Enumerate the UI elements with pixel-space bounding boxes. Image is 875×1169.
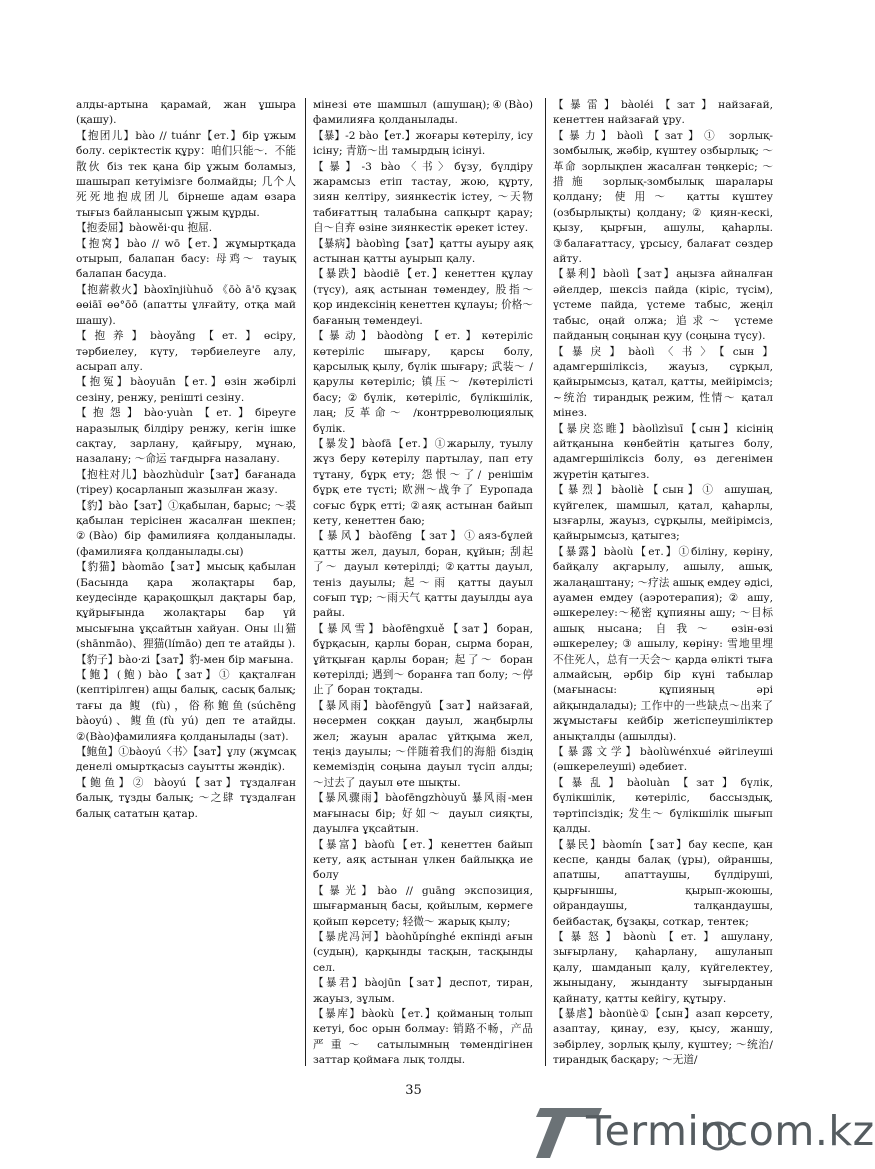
entry: 【暴动】bàodòng【ет.】көтеріліс көтеріліс шығару, қарсы болу, қарсылық қылу, бүлік шығару; 武装～ /қарулы көтеріліс; 镇压～ /көтерілісті басу;②бүлік, көтеріліс, бүлікшілік, лаң; 反革命～ /контрреволюциялық бүлік. [313,330,533,435]
entry: 【抱冤】bàoyuān【ет.】өзін жәбірлі сезіну, ренжу, реніштi сезіну. [76,376,296,404]
entry: 【暴风】bàofēng【зат】①аяз-бұлей қатты жел, дауыл, боран, құйын; 刮起了～ дауыл көтерілді; ②қатты дауыл, тенiз дауылы; 起～雨 қатты дауыл соғып тұр; ～雨天气 қатты дауылды ауа райы. [313,530,533,620]
entry: 【暴病】bàobìng【зат】қатты ауыру аяқ астынан қатты ауырып қалу. [313,237,533,266]
entry: 【抱怨】bào·yuàn【ет.】біреуге наразылық білдіру ренжу, кегін ішке сақтау, зарлану, қайғыру, мұнаю, назалану; ～命运 тағдырға назалану. [76,407,296,466]
entry: 【豹】bào【зат】①қабылан, барыс; ～裘 қабылан терісінен жасалған шекпен; ②(Bào) бір фамилияға қолданылады. (фамилияға қолданылады.сы) [76,499,296,558]
entry: 【暴怒】bàonù【ет.】ашулану, зығырлану, қаһарлану, ашуланып қалу, шамданып қалу, күйгелектеу, жыныдану, жынданту зығырданын қайнату, қатты кейігу, құтыру. [553,930,773,1005]
entry: 【暴露文学】bàolùwénxué әйгілеуші (әшкерелеуші) әдебиет. [553,746,773,774]
entry: 【暴跌】bàodiē【ет.】кенеттен құлау (түсу), аяқ астынан төмендеу, 股指～ қор индексінің кенеттен құлауы; 价格～ бағаның төмендеуі. [313,268,533,327]
column-divider [305,98,306,1066]
column-middle [313,98,533,1083]
entry: 【暴民】bàomín【зат】бау кеспе, қан кеспе, қанды балақ (ұры), ойраншы, апатшы, апаттаушы, бүлдіруші, қырғыншы, қырып-жоюшы, ойрандаушы, талқандаушы, бейбастақ, бұзақы, соткар, тентек; [553,838,773,928]
entry: мінезі өте шамшыл (ашушаң);④(Bào) фамилияға қолданылады. [313,99,533,127]
entry: 【暴富】bàofù【ет.】кенеттен байып кету, аяқ астынан үлкен байлыққа ие болу [313,838,533,882]
entry: 【暴风骤雨】bàofēngzhòuyǔ 暴风雨-мен мағынасы бір; 好如～ дауыл сияқты, дауылға ұқсайтын. [313,792,533,836]
entry: 【暴露】bàolù【ет.】①білiну, көріну, байқалу ақгарылу, ашылу, ашық, жалаңаштану; ～疗法 ашық емдеу әдісі, ауамен емдеу (аэротерапия); ② ашу, әшкерелеу:～秘密 құпияны ашу; ～目标 ашық нысана; 自我～ өзін-өзі әшкерелеу; ③ ашылу, көріну: 雪地里埋不住死人，总有一天会～ қарда өлікті тығa алмайсың, әрбiр бір күні табылар (мағынасы: құпияның әрі айқындалады); 工作中的一些缺点～出来了 жұмыстағы кейбір жетіспеушіліктер анықталды (ашылды). [553,545,773,743]
entry: 【暴力】bàolì【зат】① зорлық-зомбылық, жәбір, күштеу озбырлық; ～革命 зорлықпен жасалған төңкеріс; ～措施 зорлық-зомбылық шаралары қолдану; 使用～ қатты күштеу (озбырлықты) қолдану; ② қиян-кескі, қызу, қырғын, ашулы, қаһарлы. ③балағаттасу, ұрсысу, балағат сөздер айту. [553,129,773,266]
entry: 【抱窝】bào // wō【ет.】жұмыртқада отырып, балапан басу: 母鸡～ тауық балапан басуда. [76,237,296,281]
entry: 【暴君】bàojūn【зат】деспот, тиран, жауыз, зұлым. [313,977,533,1005]
entry: 【暴虎冯河】bàohǔpínghé екпінді ағын (судың), қарқынды тасқын, тасқынды сел. [313,930,533,974]
entry: 【暴风雪】bàofēngxuě【зат】боран, бұрқасын, қарлы боран, сырма боран, ұйтқыған қарлы боран; 起了～ боран көтерілді; 遇到～ боранға тап болу; ～停止了 боран тоқтады. [313,622,533,697]
entry: 【暴风雨】bàofēngyǔ【зат】найзағай, нөсермен соққан дауыл, жаңбырлы жел; жауын аралас ұйтқыма жел, теңіз дауылы; ～伴随着我们的海船 біздің кемеміздің соңына дауыл түсіп алды; ～过去了 дауыл өте шықты. [313,699,533,789]
entry: 【抱养】bàoyǎng【ет.】өсіру, тәрбиелеу, күту, тәрбиелеуге алу, асырап алу. [76,330,296,373]
entry: 【鲍鱼】② bàoyú【зат】тұздалған балық, тұзды балық; ～之肆 тұздалған балық сататын қатар. [76,776,296,820]
entry: 【暴库】bàokù【ет.】қойманың толып кетуі, бос орын болмау: 销路不畅，产品严重～ сатылымның төмендігінен заттар қоймаға лық толды. [313,1007,533,1067]
entry: 【暴乱】bàoluàn【зат】бүлік, бүлікшілік, көтеріліс, бассыздық, тәртіпсіздік; 发生～ бүлікшілік шығып қалды. [553,776,773,836]
entry: 【暴烈】bàoliè【сын】① ашушаң, күйгелек, шамшыл, қатал, қаһарлы, ызғарлы, жауыз, сұрқылы, мейірімсіз, қайырымсыз, қатыгез; [553,484,773,543]
entry: алды-артына қарамай, жан ұшыра (қашу). [76,99,296,127]
entry: 【抱团儿】bào // tuánr【ет.】бір ұжым болу. серіктестік құру：咱们只能～．不能散伙 біз тек қана бір ұжым боламыз, шашырап кетуімізге болмайды; 几个人死死地抱成团儿 бірнеше адам өзара тығыз байланысып ұжым құрды. [76,129,296,219]
entry: 【豹子】bào·zi【зат】豹-мен бір мағына. [76,653,294,666]
column-right [553,98,773,1083]
entry: 【暴发】bàofā【ет.】①жарылу, туылу жүз беру көтерілу партылау, пап ету тұтану, бұрқ ету; 怨恨～了/ ренішім бұрқ ете түсті; 欧洲～战争了 Еуропада соғыс бұрқ етті; ②аяқ астынан байып кету, кенеттен баю; [313,437,533,527]
entry: 【暴利】bàolì【зат】аңызға айналған әйелдер, шексіз пайда (кіріс, түсім), үстеме пайда, үстеме табыс, жеңіл табыс, оңай олжа; 追求～ үстеме пайданың соңынан қуу (соңына түсу). [553,268,773,343]
entry: 【抱委屈】bàowěi·qu 抱屈. [76,222,213,235]
page-number: 35 [405,1083,422,1098]
entry: 【暴虐】bàonüè①【сын】азап көрсету, азаптау, қинау, езу, қысу, жаншу, зәбірлеу, зорлық қылу, күштеу; ～统治/ тирандық басқару; ～无道/ [553,1007,773,1067]
entry: 【鲍鱼】①bàoyú〈书〉【зат】ұлу (жұмсақ денелі омыртқасыз сауытты жәндік). [76,746,296,774]
entry: 【抱薪救火】bàoxīnjiùhuǒ 《ōò ā'ō құзақ өөіāī өө°ōō (апатты ұлғайту, отқа май шашу). [76,283,296,327]
entry: 【暴光】bào // guāng экспозиция, шығарманың басы, қойылым, көрмеге қойып көрсету; 轻微～ жарық қылу; [313,884,533,928]
entry: 【暴】-3 bào〈书〉бұзу, бүлдіру жарамсыз етіп тастау, жою, құрту, зиян келтіру, зиянкестік істеу, ～天物 табиғаттың талабына сапқырт қарау; 自～自弃 өзіне зиянкестік әрекет істеу. [313,160,533,235]
entry: 【暴雷】bàoléi【зат】найзағай, кенеттен найзағай ұру. [553,99,773,127]
entry: 【暴戾恣睢】bàolìzìsuī【сын】кісінің айтқанына көнбейтін қатыгез болу, адамгершіліксіз болу, өз дегенімен жүретін қатыгез. [553,422,773,481]
entry: 【豹猫】bàomāo【зат】мысық қабылан (Басында қара жолақтары бар, кеудесінде қарақошқыл дақтары бар, құйрығында жолақтары бар үй мысығына ұқсайтын хайуан. Оны 山猫 (shānmāo)、狸猫(límāo) деп те атайды ). [76,561,296,651]
entry: 【抱柱对儿】bàozhùduìr【зат】бағанада (тіреу) қосарланып жазылған жазу. [76,468,296,497]
entry: 【暴】-2 bào【ет.】жоғары көтерілу, ісу ісіну; 青筋～出 тамырдың ісінуі. [313,129,533,158]
logo-text: Termincom.kz [586,1107,875,1155]
entry: 【鲍】(鲍) bào【зат】① қақталған (кептірілген) ащы балық, сасық балық; тағы да 鳆 (fù)，俗称鲍鱼(súchēng bàoyú)、鳆鱼(fù yú) деп те атайды. ②(Bào)фамилияға қолданылады (зат). [76,669,296,743]
column-left [76,98,296,1083]
column-divider [545,98,546,1066]
entry: 【暴戾】bàolì〈书〉【сын】адамгершіліксіз, жауыз, сұрқыл, қайырымсыз, қатал, қатты, мейірімсіз; ~统治 тирандық режим, 性情～ қатал мінез. [553,345,773,420]
